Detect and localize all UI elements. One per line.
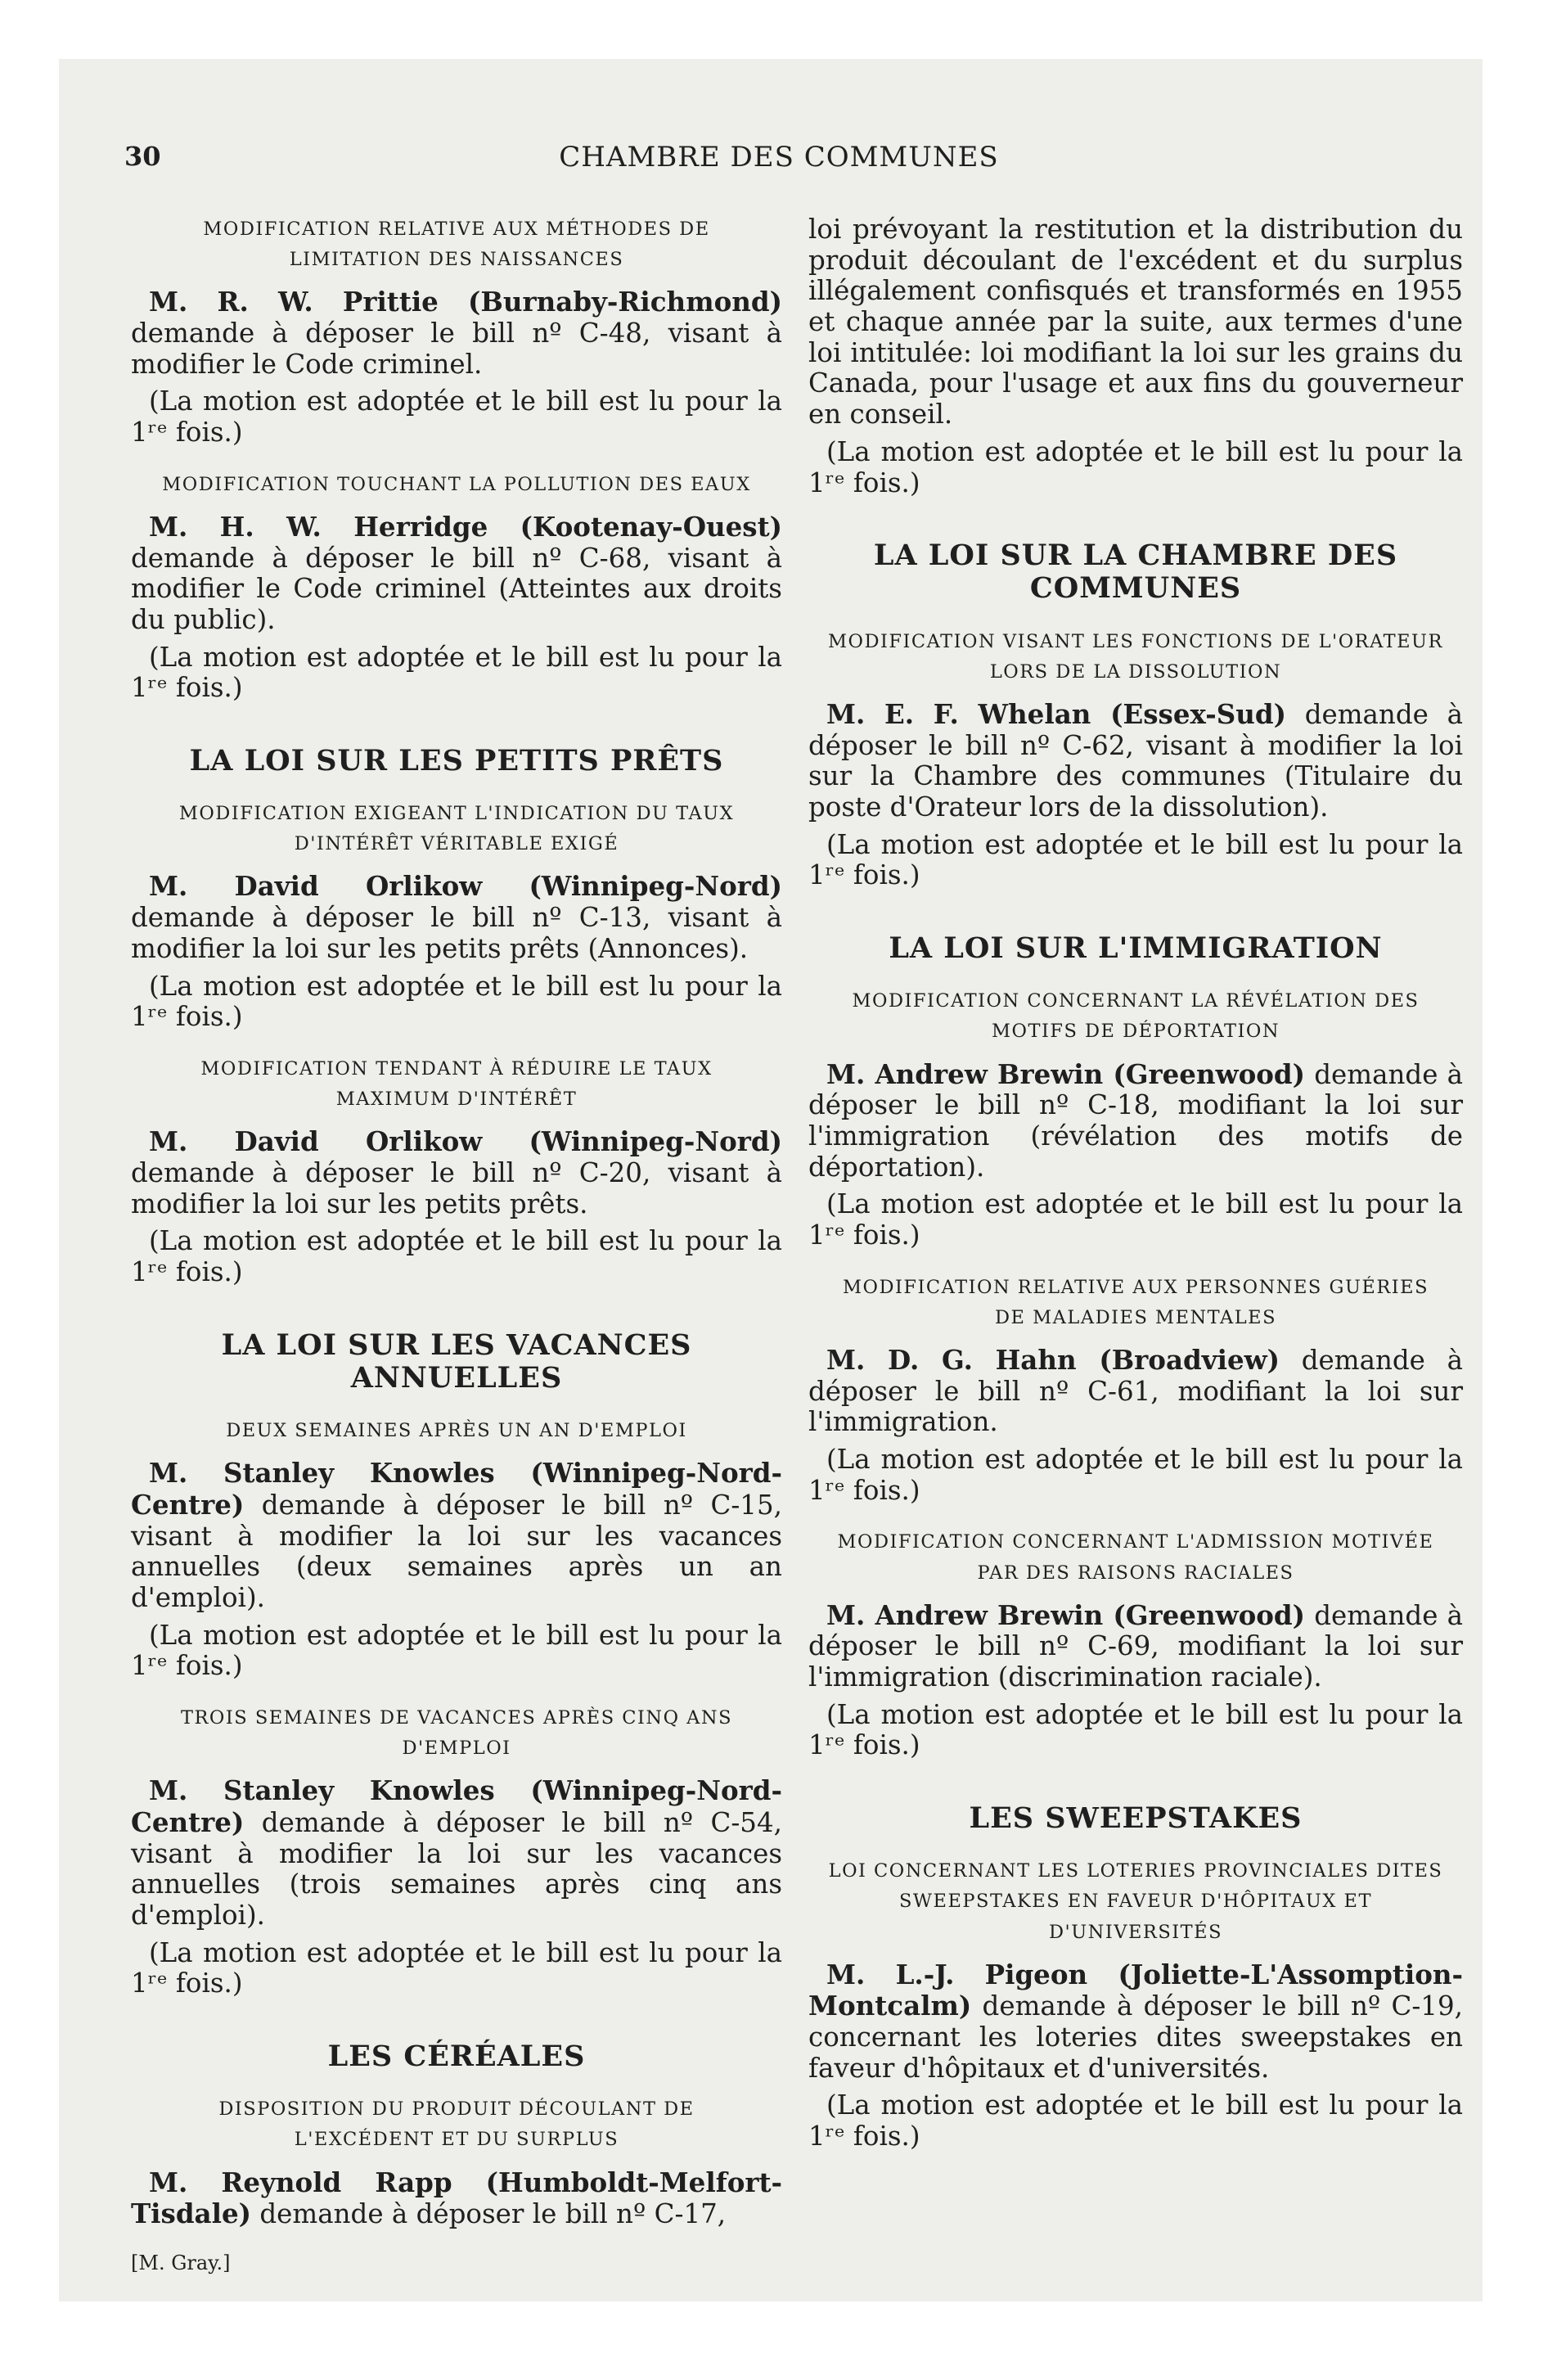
bill-entry xyxy=(131,1126,782,1219)
member-name: M. E. F. Whelan (Essex-Sud) xyxy=(826,697,1286,730)
page-number: 30 xyxy=(124,141,161,172)
speaker-footnote: [M. Gray.] xyxy=(131,2251,231,2274)
bill-entry xyxy=(131,1775,782,1931)
entry-text: demande à déposer le bill nº C-62, visant à modifier la loi sur la Chambre des communes (Titulaire du poste d'Orateur lors de la dissolution). xyxy=(808,698,1463,823)
entry-text: demande à déposer le bill nº C-17, xyxy=(251,2198,727,2230)
subheading: MODIFICATION RELATIVE AUX MÉTHODES DE LIMITATION DES NAISSANCES xyxy=(203,219,710,271)
subheading: TROIS SEMAINES DE VACANCES APRÈS CINQ ANS D'EMPLOI xyxy=(180,1707,733,1760)
member-name: M. Stanley Knowles (Winnipeg-Nord-Centre) xyxy=(131,1774,782,1838)
motion-note: (La motion est adoptée et le bill est lu pour la 1ʳᵉ fois.) xyxy=(131,1225,782,1287)
entry-text: demande à déposer le bill nº C-15, visant à modifier la loi sur les vacances annuelles (deux semaines après un an d'emploi). xyxy=(131,1489,782,1613)
bill-entry xyxy=(131,286,782,380)
bill-entry xyxy=(131,1458,782,1613)
member-name: M. R. W. Prittie (Burnaby-Richmond) xyxy=(149,286,782,318)
entry-text: demande à déposer le bill nº C-69, modifiant la loi sur l'immigration (discrimination raciale). xyxy=(808,1599,1463,1693)
bill-entry xyxy=(808,1600,1463,1693)
motion-note: (La motion est adoptée et le bill est lu pour la 1ʳᵉ fois.) xyxy=(808,1698,1463,1761)
member-name: M. Andrew Brewin (Greenwood) xyxy=(826,1598,1306,1631)
motion-note: (La motion est adoptée et le bill est lu pour la 1ʳᵉ fois.) xyxy=(131,1619,782,1682)
entry-text: demande à déposer le bill nº C-68, visant à modifier le Code criminel (Atteintes aux droits du public). xyxy=(131,542,782,635)
page-header xyxy=(124,141,1433,190)
motion-note: (La motion est adoptée et le bill est lu pour la 1ʳᵉ fois.) xyxy=(808,828,1463,891)
section-heading: LES CÉRÉALES xyxy=(327,2040,586,2074)
subheading: MODIFICATION EXIGEANT L'INDICATION DU TAUX D'INTÉRÊT VÉRITABLE EXIGÉ xyxy=(178,803,735,855)
member-name: M. H. W. Herridge (Kootenay-Ouest) xyxy=(149,510,782,543)
bill-entry xyxy=(808,1059,1463,1183)
continued-text: loi prévoyant la restitution et la distribution du produit découlant de l'excédent et du surplus illégalement confisqués et transformés en 1955 et chaque année par la suite, aux termes d'une loi intitulée: loi modifiant la loi sur les grains du Canada, pour l'usage et aux fins du gouverneur en conseil. xyxy=(808,214,1463,430)
entry-text: demande à déposer le bill nº C-13, visant à modifier la loi sur les petits prêts (Annonces). xyxy=(131,902,782,964)
member-name: M. L.-J. Pigeon (Joliette-L'Assomption-Montcalm) xyxy=(808,1958,1463,2022)
bill-entry xyxy=(131,871,782,964)
subheading: MODIFICATION CONCERNANT LA RÉVÉLATION DES MOTIFS DE DÉPORTATION xyxy=(852,990,1420,1043)
entry-text: demande à déposer le bill nº C-48, visant à modifier le Code criminel. xyxy=(131,317,782,380)
section-heading: LA LOI SUR L'IMMIGRATION xyxy=(889,931,1383,966)
member-name: M. David Orlikow (Winnipeg-Nord) xyxy=(149,870,782,903)
subheading: MODIFICATION VISANT LES FONCTIONS DE L'ORATEUR LORS DE LA DISSOLUTION xyxy=(828,630,1443,683)
motion-note: (La motion est adoptée et le bill est lu pour la 1ʳᵉ fois.) xyxy=(808,1188,1463,1251)
motion-note: (La motion est adoptée et le bill est lu pour la 1ʳᵉ fois.) xyxy=(131,1936,782,1999)
motion-note: (La motion est adoptée et le bill est lu pour la 1ʳᵉ fois.) xyxy=(131,641,782,704)
subheading: DEUX SEMAINES APRÈS UN AN D'EMPLOI xyxy=(226,1420,687,1442)
bill-entry xyxy=(808,1345,1463,1438)
member-name: M. Andrew Brewin (Greenwood) xyxy=(826,1057,1306,1090)
entry-text: demande à déposer le bill nº C-18, modifiant la loi sur l'immigration (révélation des motifs de déportation). xyxy=(808,1058,1463,1183)
motion-note: (La motion est adoptée et le bill est lu pour la 1ʳᵉ fois.) xyxy=(808,2089,1463,2152)
entry-text: demande à déposer le bill nº C-54, visant à modifier la loi sur les vacances annuelles (trois semaines après cinq ans d'emploi). xyxy=(131,1806,782,1931)
subheading: MODIFICATION TENDANT À RÉDUIRE LE TAUX MAXIMUM D'INTÉRÊT xyxy=(200,1057,713,1110)
entry-text: demande à déposer le bill nº C-20, visant à modifier la loi sur les petits prêts. xyxy=(131,1156,782,1219)
member-name: M. D. G. Hahn (Broadview) xyxy=(826,1343,1280,1376)
motion-note: (La motion est adoptée et le bill est lu pour la 1ʳᵉ fois.) xyxy=(131,385,782,448)
motion-note: (La motion est adoptée et le bill est lu pour la 1ʳᵉ fois.) xyxy=(808,1444,1463,1506)
motion-note: (La motion est adoptée et le bill est lu pour la 1ʳᵉ fois.) xyxy=(808,435,1463,498)
subheading: LOI CONCERNANT LES LOTERIES PROVINCIALES DITES SWEEPSTAKES EN FAVEUR D'HÔPITAUX ET D'UNIVERSITÉS xyxy=(828,1860,1443,1943)
bill-entry xyxy=(131,512,782,636)
member-name: M. Stanley Knowles (Winnipeg-Nord-Centre) xyxy=(131,1457,782,1521)
section-heading: LES SWEEPSTAKES xyxy=(969,1801,1303,1836)
subheading: MODIFICATION RELATIVE AUX PERSONNES GUÉRIES DE MALADIES MENTALES xyxy=(842,1276,1429,1328)
section-heading: LA LOI SUR LA CHAMBRE DES COMMUNES xyxy=(873,539,1398,606)
motion-note: (La motion est adoptée et le bill est lu pour la 1ʳᵉ fois.) xyxy=(131,970,782,1033)
left-column xyxy=(131,214,782,2274)
page xyxy=(59,59,1483,2301)
bill-entry xyxy=(131,2167,782,2230)
subheading: MODIFICATION CONCERNANT L'ADMISSION MOTIVÉE PAR DES RAISONS RACIALES xyxy=(837,1531,1434,1584)
subheading: MODIFICATION TOUCHANT LA POLLUTION DES EAUX xyxy=(162,473,751,495)
section-heading: LA LOI SUR LES VACANCES ANNUELLES xyxy=(221,1327,692,1395)
right-column xyxy=(808,214,1463,2152)
member-name: M. Reynold Rapp (Humboldt-Melfort-Tisdale) xyxy=(131,2166,782,2230)
bill-entry xyxy=(808,1959,1463,2085)
entry-text: demande à déposer le bill nº C-61, modifiant la loi sur l'immigration. xyxy=(808,1344,1463,1438)
section-heading: LA LOI SUR LES PETITS PRÊTS xyxy=(189,743,724,778)
running-title: CHAMBRE DES COMMUNES xyxy=(559,141,999,174)
bill-entry xyxy=(808,699,1463,823)
subheading: DISPOSITION DU PRODUIT DÉCOULANT DE L'EXCÉDENT ET DU SURPLUS xyxy=(218,2098,695,2151)
member-name: M. David Orlikow (Winnipeg-Nord) xyxy=(149,1125,782,1158)
entry-text: demande à déposer le bill nº C-19, concernant les loteries dites sweepstakes en faveur d'hôpitaux et d'universités. xyxy=(808,1990,1463,2084)
